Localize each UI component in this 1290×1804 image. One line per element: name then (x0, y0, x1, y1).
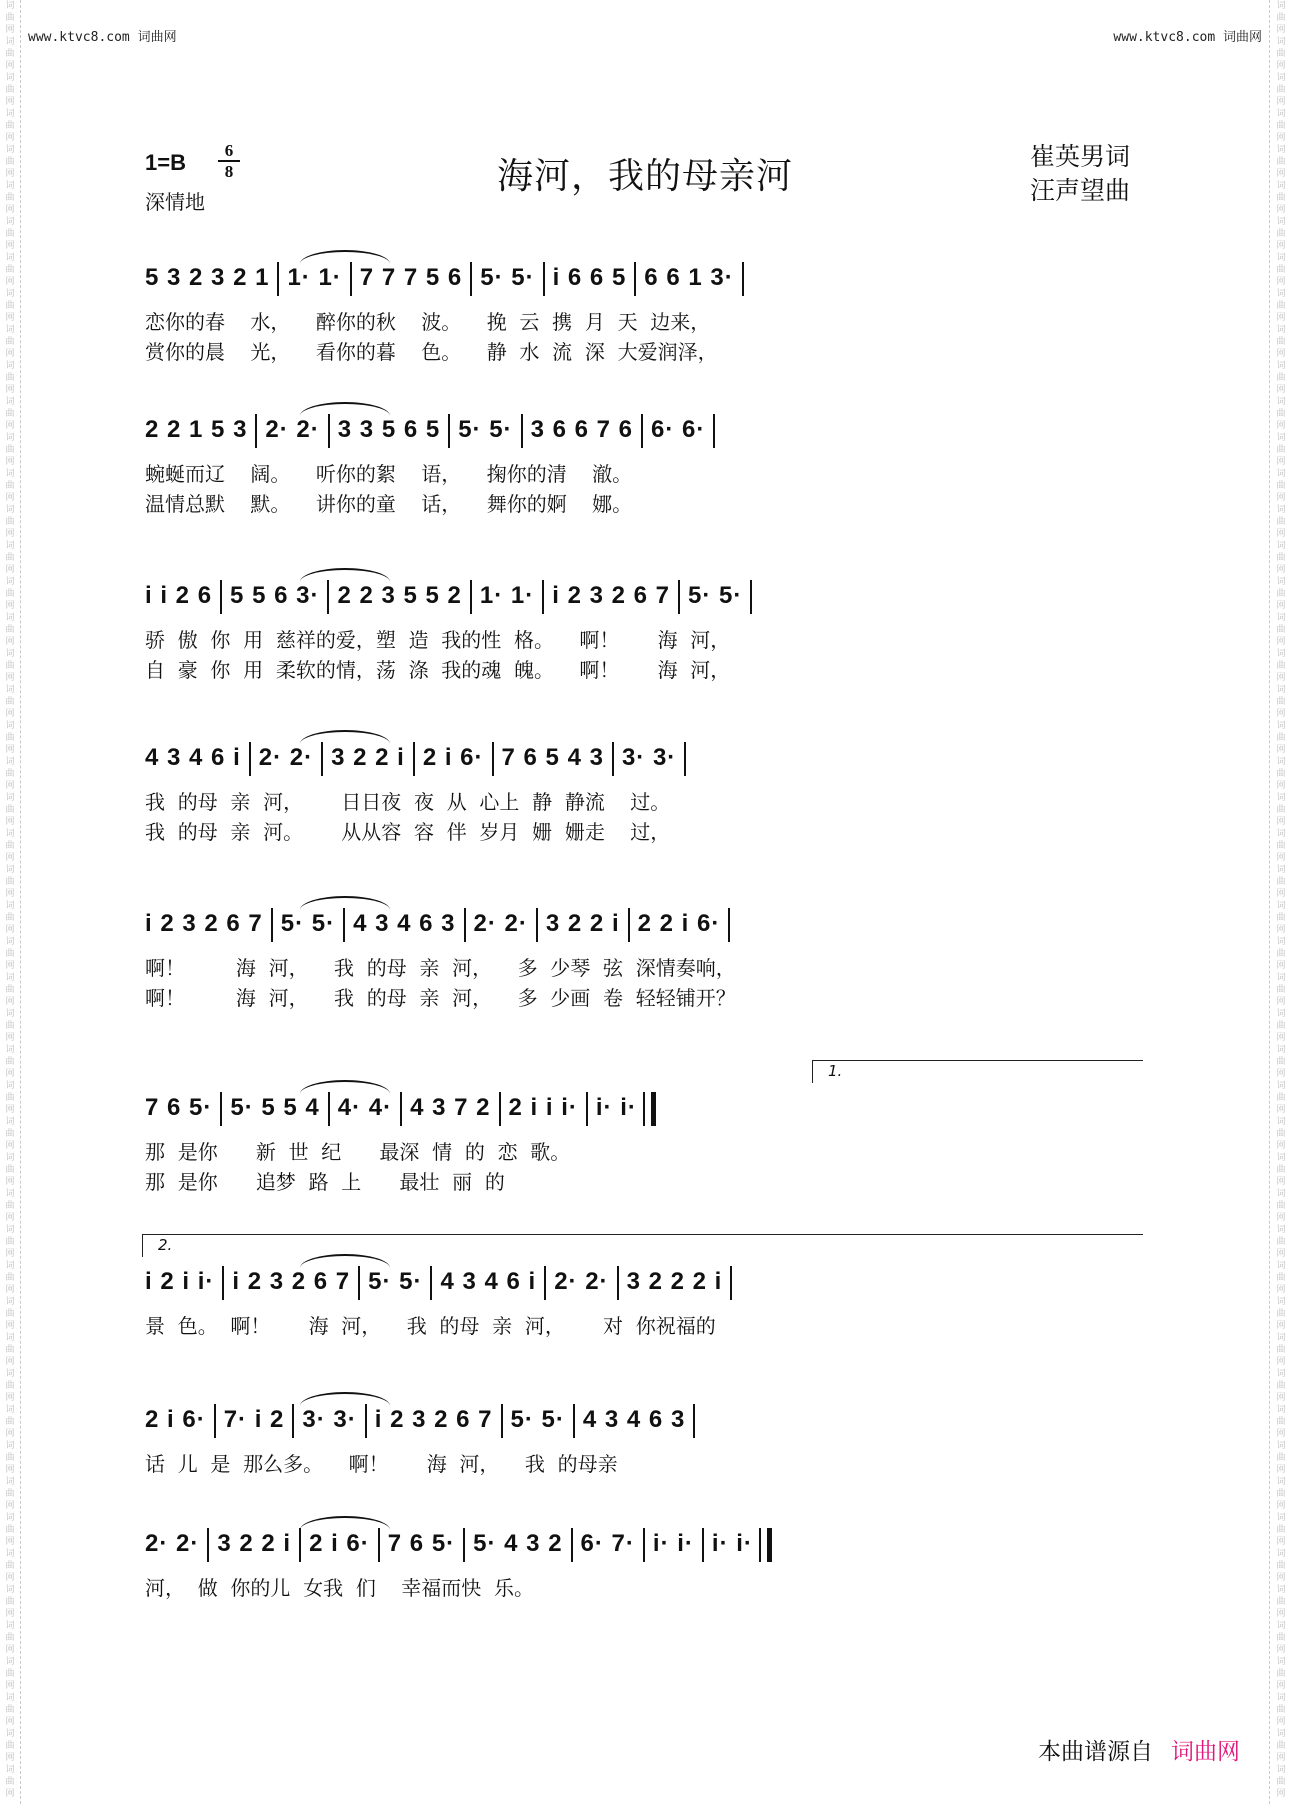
key-signature: 1=B (145, 150, 186, 175)
volta-bracket (812, 1060, 1143, 1083)
volta-label: 2. (158, 1236, 173, 1254)
barline (684, 742, 686, 776)
barline (255, 414, 257, 448)
composer-credit: 汪声望曲 (1030, 176, 1131, 205)
lyric-line-2: 赏你的晨 光， 看你的暮 色。 静 水 流 深 大爱润泽， (145, 340, 718, 364)
measure: 6· 6· (650, 416, 706, 444)
barline (321, 742, 323, 776)
measure: 5· 5· (458, 416, 513, 444)
measure: 1· 1· (287, 264, 342, 292)
barline (271, 908, 273, 942)
barline (713, 414, 715, 448)
barline (470, 580, 472, 614)
measure: 3 2 2 i (545, 910, 620, 938)
barline (207, 1528, 209, 1562)
barline (430, 1266, 432, 1300)
barline (220, 1092, 222, 1126)
barline (249, 742, 251, 776)
measure: 5· 5· (510, 1406, 565, 1434)
slur-mark (300, 1080, 390, 1094)
header-url-left[interactable]: www.ktvc8.com 词曲网 (28, 30, 177, 45)
notation-system-6 (145, 1092, 1145, 1132)
final-barline (759, 1528, 772, 1562)
notation-system-3 (145, 580, 1145, 620)
measure: 2 i 6· (309, 1530, 370, 1558)
measure: i 2 i i· (145, 1268, 215, 1296)
notation-system-5 (145, 908, 1145, 948)
slur-mark (300, 1516, 390, 1530)
lyric-line-2: 啊！ 海 河， 我 的母 亲 河， 多 少画 卷 轻轻铺开？ (145, 986, 736, 1010)
measure: i· i· (595, 1094, 637, 1122)
lyric-line-1: 那 是你 新 世 纪 最深 情 的 恋 歌。 (145, 1140, 571, 1164)
volta-label: 1. (828, 1062, 843, 1080)
slur-mark (300, 1254, 390, 1268)
measure: 5· 5· (368, 1268, 423, 1296)
measure: i 6 6 5 (552, 264, 627, 292)
slur-mark (300, 402, 390, 416)
barline (501, 1404, 503, 1438)
barline (365, 1404, 367, 1438)
measure: 5· 4 3 2 (473, 1530, 563, 1558)
notation-system-1 (145, 262, 1145, 302)
measure: 3 3 5 6 5 (337, 416, 441, 444)
slur-mark (300, 250, 390, 264)
measure: 4 3 7 2 (410, 1094, 491, 1122)
lyric-line-2: 自 豪 你 用 柔软的情，荡 涤 我的魂 魄。 啊！ 海 河， (145, 658, 731, 682)
measure: 2 2 3 5 5 2 (337, 582, 462, 610)
barline (328, 414, 330, 448)
barline (702, 1528, 704, 1562)
barline (730, 1266, 732, 1300)
barline (728, 908, 730, 942)
barline (634, 262, 636, 296)
slur-mark (300, 730, 390, 744)
measure: 2· 2· (258, 744, 314, 772)
measure: 4· 4· (337, 1094, 393, 1122)
measure: 3 2 2 i (217, 1530, 292, 1558)
barline (628, 908, 630, 942)
lyric-line-2: 温情总默 默。 讲你的童 话， 舞你的婀 娜。 (145, 492, 633, 516)
lyric-line-1: 景 色。 啊！ 海 河， 我 的母 亲 河， 对 你祝福的 (145, 1314, 716, 1338)
slur-mark (300, 568, 390, 582)
measure: 5· 5· (687, 582, 743, 610)
barline (742, 262, 744, 296)
measure: 4 3 4 6 3 (353, 910, 456, 938)
measure: 6 6 1 3· (644, 264, 734, 292)
lyric-line-1: 我 的母 亲 河， 日日夜 夜 从 心上 静 静流 过。 (145, 790, 671, 814)
lyric-line-1: 河， 做 你的儿 女我 们 幸福而快 乐。 (145, 1576, 535, 1600)
barline (521, 414, 523, 448)
measure: 2 2 1 5 3 (145, 416, 248, 444)
measure: 5· 5· (280, 910, 336, 938)
barline (400, 1092, 402, 1126)
measure: 2· 2· (145, 1530, 200, 1558)
measure: 7 7 7 5 6 (359, 264, 463, 292)
measure: 7 6 5· (387, 1530, 456, 1558)
measure: 3 2 2 2 i (626, 1268, 723, 1296)
footer-brand-link[interactable]: 词曲网 (1171, 1739, 1240, 1765)
final-barline (643, 1092, 656, 1126)
measure: i i 2 6 (145, 582, 213, 610)
barline (542, 580, 544, 614)
barline (750, 580, 752, 614)
measure: 2· 2· (554, 1268, 609, 1296)
volta-bracket (142, 1234, 1143, 1257)
measure: 5 5 6 3· (230, 582, 320, 610)
barline (350, 262, 352, 296)
notation-system-9 (145, 1528, 1145, 1568)
barline (343, 908, 345, 942)
lyric-line-1: 恋你的春 水， 醉你的秋 波。 挽 云 携 月 天 边来， (145, 310, 711, 334)
measure: 2 2 i 6· (637, 910, 721, 938)
barline (292, 1404, 294, 1438)
measure: 3· 3· (302, 1406, 357, 1434)
barline (463, 1528, 465, 1562)
barline (544, 1266, 546, 1300)
lyric-line-2: 我 的母 亲 河。 从从容 容 伴 岁月 姗 姗走 过， (145, 820, 671, 844)
measure: 3· 3· (621, 744, 677, 772)
barline (470, 262, 472, 296)
barline (617, 1266, 619, 1300)
barline (413, 742, 415, 776)
slur-mark (300, 1392, 390, 1406)
barline (214, 1404, 216, 1438)
song-title: 海河，我的母亲河 (496, 156, 793, 197)
measure: 3 2 2 i (331, 744, 405, 772)
notation-system-2 (145, 414, 1145, 454)
barline (678, 580, 680, 614)
measure: 5· 5· (480, 264, 535, 292)
lyric-line-1: 蜿蜒而辽 阔。 听你的絮 语， 掬你的清 澈。 (145, 462, 633, 486)
measure: 2· 2· (473, 910, 528, 938)
meter-bottom: 8 (224, 162, 234, 181)
footer-source (1038, 1733, 1240, 1766)
measure: i 2 3 2 6 7 (145, 910, 263, 938)
lyricist-credit: 崔英男词 (1030, 142, 1131, 171)
barline (492, 742, 494, 776)
header-url-right[interactable]: www.ktvc8.com 词曲网 (1113, 30, 1262, 45)
barline (222, 1266, 224, 1300)
notation-system-7 (145, 1266, 1145, 1306)
measure: 2 i 6· (422, 744, 484, 772)
right-watermark-strip (1269, 0, 1290, 1804)
barline (499, 1092, 501, 1126)
measure: 7 6 5 4 3 (501, 744, 604, 772)
measure: i· i· (711, 1530, 753, 1558)
measure: 5· 5 5 4 (230, 1094, 320, 1122)
barline (464, 908, 466, 942)
measure: 3 6 6 7 6 (530, 416, 633, 444)
measure: 4 3 4 6 i (145, 744, 241, 772)
barline (220, 580, 222, 614)
notation-system-8 (145, 1404, 1145, 1444)
right-watermark-text: 词曲网词曲网词曲网词曲网词曲网词曲网词曲网词曲网词曲网词曲网词曲网词曲网词曲网词曲网词曲网词曲网词曲网词曲网词曲网词曲网词曲网词曲网词曲网词曲网词曲网词曲网词曲网词曲网词曲网词曲网词曲网词曲网词曲网词曲网词曲网词曲网词曲网词曲网词曲网词曲网词曲网词曲网词曲网词曲网词曲网词曲网词曲网词曲网词曲网词曲网 (1276, 1, 1286, 1799)
left-watermark-strip (0, 0, 21, 1804)
slur-mark (300, 896, 390, 910)
lyric-line-1: 骄 傲 你 用 慈祥的爱，塑 造 我的性 格。 啊！ 海 河， (145, 628, 731, 652)
barline (543, 262, 545, 296)
lyric-line-1: 话 儿 是 那么多。 啊！ 海 河， 我 的母亲 (145, 1452, 618, 1476)
barline (327, 580, 329, 614)
measure: 2 i i i· (508, 1094, 578, 1122)
footer-source-label: 本曲谱源自 (1038, 1739, 1153, 1765)
barline (571, 1528, 573, 1562)
measure: 4 3 4 6 i (440, 1268, 537, 1296)
barline (612, 742, 614, 776)
measure: 2 i 6· (145, 1406, 206, 1434)
barline (328, 1092, 330, 1126)
measure: i 2 3 2 6 7 (232, 1268, 351, 1296)
barline (693, 1404, 695, 1438)
barline (277, 262, 279, 296)
lyric-line-1: 啊！ 海 河， 我 的母 亲 河， 多 少琴 弦 深情奏响， (145, 956, 736, 980)
measure: i 2 3 2 6 7 (374, 1406, 493, 1434)
barline (641, 414, 643, 448)
barline (358, 1266, 360, 1300)
barline (378, 1528, 380, 1562)
measure: 6· 7· (580, 1530, 635, 1558)
barline (586, 1092, 588, 1126)
measure: 4 3 4 6 3 (582, 1406, 686, 1434)
measure: i 2 3 2 6 7 (552, 582, 670, 610)
barline (448, 414, 450, 448)
barline (643, 1528, 645, 1562)
measure: 1· 1· (479, 582, 535, 610)
barline (299, 1528, 301, 1562)
tempo-marking: 深情地 (145, 190, 205, 214)
measure: i· i· (652, 1530, 694, 1558)
notation-system-4 (145, 742, 1145, 782)
measure: 5 3 2 3 2 1 (145, 264, 270, 292)
lyric-line-2: 那 是你 追梦 路 上 最壮 丽 的 (145, 1170, 505, 1194)
meter-top: 6 (224, 141, 234, 160)
barline (573, 1404, 575, 1438)
barline (536, 908, 538, 942)
measure: 7 6 5· (145, 1094, 213, 1122)
credits (1030, 140, 1130, 208)
measure: 7· i 2 (223, 1406, 285, 1434)
measure: 2· 2· (265, 416, 320, 444)
left-watermark-text: 词曲网词曲网词曲网词曲网词曲网词曲网词曲网词曲网词曲网词曲网词曲网词曲网词曲网词曲网词曲网词曲网词曲网词曲网词曲网词曲网词曲网词曲网词曲网词曲网词曲网词曲网词曲网词曲网词曲网词曲网词曲网词曲网词曲网词曲网词曲网词曲网词曲网词曲网词曲网词曲网词曲网词曲网词曲网词曲网词曲网词曲网词曲网词曲网词曲网词曲网 (5, 1, 15, 1799)
